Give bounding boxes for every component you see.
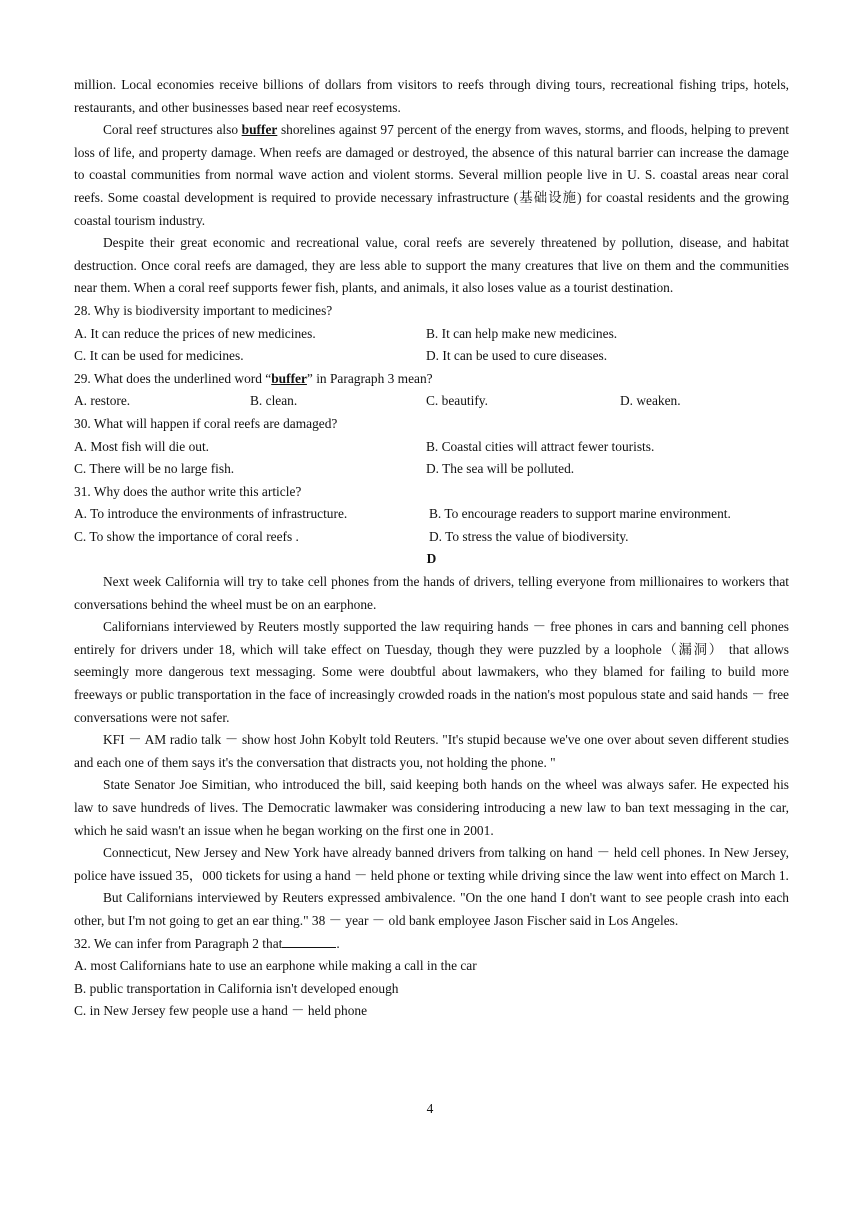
passage-d-paragraph: KFI － AM radio talk － show host John Kobylt told Reuters. "It's stupid because we've one over about seven different studies and each one of them says it's the conversation that distracts you, not holding the phone. "	[74, 732, 789, 770]
passage-d-paragraph: Connecticut, New Jersey and New York have already banned drivers from talking on hand － held cell phones. In New Jersey, police have issued 35，000 tickets for using a hand － held phone or texting while driving since the law went into effect on March 1.	[74, 845, 789, 883]
question-30	[74, 413, 789, 481]
underlined-word: buffer	[271, 370, 307, 386]
passage-d-paragraph: But Californians interviewed by Reuters expressed ambivalence. "On the one hand I don't want to see people crash into each other, but I'm not going to get an ear thing." 38 － year － old bank employee Jason Fischer said in Los Angeles.	[74, 890, 789, 928]
option-b: B. To encourage readers to support marine environment.	[429, 506, 731, 522]
option-b: B. clean.	[250, 393, 298, 409]
question-29	[74, 368, 789, 413]
option-c: C. To show the importance of coral reefs .	[74, 528, 299, 544]
option-b: B. public transportation in California isn't developed enough	[74, 980, 399, 996]
option-c: C. It can be used for medicines.	[74, 348, 244, 364]
option-d: D. The sea will be polluted.	[426, 461, 575, 477]
question-stem: 30. What will happen if coral reefs are damaged?	[74, 415, 338, 431]
question-stem: 28. Why is biodiversity important to medicines?	[74, 302, 333, 318]
option-d: D. To stress the value of biodiversity.	[429, 528, 629, 544]
page-content	[74, 74, 789, 1023]
question-stem: 31. Why does the author write this article?	[74, 483, 302, 499]
answer-blank	[282, 935, 336, 948]
option-c: C. in New Jersey few people use a hand － held phone	[74, 1003, 368, 1019]
option-a: A. restore.	[74, 393, 131, 409]
question-28	[74, 300, 789, 368]
section-heading: D	[426, 551, 437, 567]
option-d: D. It can be used to cure diseases.	[426, 348, 608, 364]
option-c: C. beautify.	[426, 393, 488, 409]
passage-c-paragraph: million. Local economies receive billions of dollars from visitors to reefs through diving tours, recreational fishing trips, hotels, restaurants, and other businesses based near reef ecosystems.	[74, 77, 789, 115]
option-a: A. It can reduce the prices of new medicines.	[74, 325, 316, 341]
question-31	[74, 481, 789, 549]
option-d: D. weaken.	[620, 393, 681, 409]
passage-d-paragraph: State Senator Joe Simitian, who introduced the bill, said keeping both hands on the wheel was always safer. He expected his law to save hundreds of lives. The Democratic lawmaker was considering introducing a new law to ban text messaging in the car, which he said wasn't an issue when he began working on the first one in 2001.	[74, 777, 789, 838]
question-32	[74, 933, 789, 1023]
question-stem: 32. We can infer from Paragraph 2 that .	[74, 935, 340, 951]
option-a: A. Most fish will die out.	[74, 438, 210, 454]
option-a: A. most Californians hate to use an earphone while making a call in the car	[74, 958, 477, 974]
option-b: B. Coastal cities will attract fewer tourists.	[426, 438, 655, 454]
option-b: B. It can help make new medicines.	[426, 325, 618, 341]
option-c: C. There will be no large fish.	[74, 461, 235, 477]
passage-c-paragraph: Coral reef structures also buffer shorelines against 97 percent of the energy from waves, storms, and floods, helping to prevent loss of life, and property damage. When reefs are damaged or destroyed, the absence of this natural barrier can increase the damage to coastal communities from normal wave action and violent storms. Several million people live in U. S. coastal areas near coral reefs. Some coastal development is required to provide necessary infrastructure (基础设施) for coastal residents and the growing coastal tourism industry.	[74, 122, 789, 228]
passage-d-paragraph: Californians interviewed by Reuters mostly supported the law requiring hands － free phones in cars and banning cell phones entirely for drivers under 18, which will take effect on Tuesday, though they were puzzled by a loophole（漏洞） that allows seemingly more dangerous text messaging. Some were doubtful about lawmakers, who they blamed for failing to build more freeways or public transportation in the face of increasingly crowded roads in the nation's most populous state and said hands － free conversations were not safer.	[74, 619, 789, 725]
option-a: A. To introduce the environments of infrastructure.	[74, 506, 348, 522]
underlined-word: buffer	[241, 122, 278, 138]
passage-d-paragraph: Next week California will try to take cell phones from the hands of drivers, telling everyone from millionaires to workers that conversations behind the wheel must be on an earphone.	[74, 574, 789, 612]
passage-c-paragraph: Despite their great economic and recreational value, coral reefs are severely threatened by pollution, disease, and habitat destruction. Once coral reefs are damaged, they are less able to support the many creatures that live on them and the communities near them. When a coral reef supports fewer fish, plants, and animals, it also loses value as a tourist destination.	[74, 235, 789, 296]
question-stem: 29. What does the underlined word “buffer” in Paragraph 3 mean?	[74, 370, 433, 386]
page-number: 4	[426, 1101, 434, 1116]
